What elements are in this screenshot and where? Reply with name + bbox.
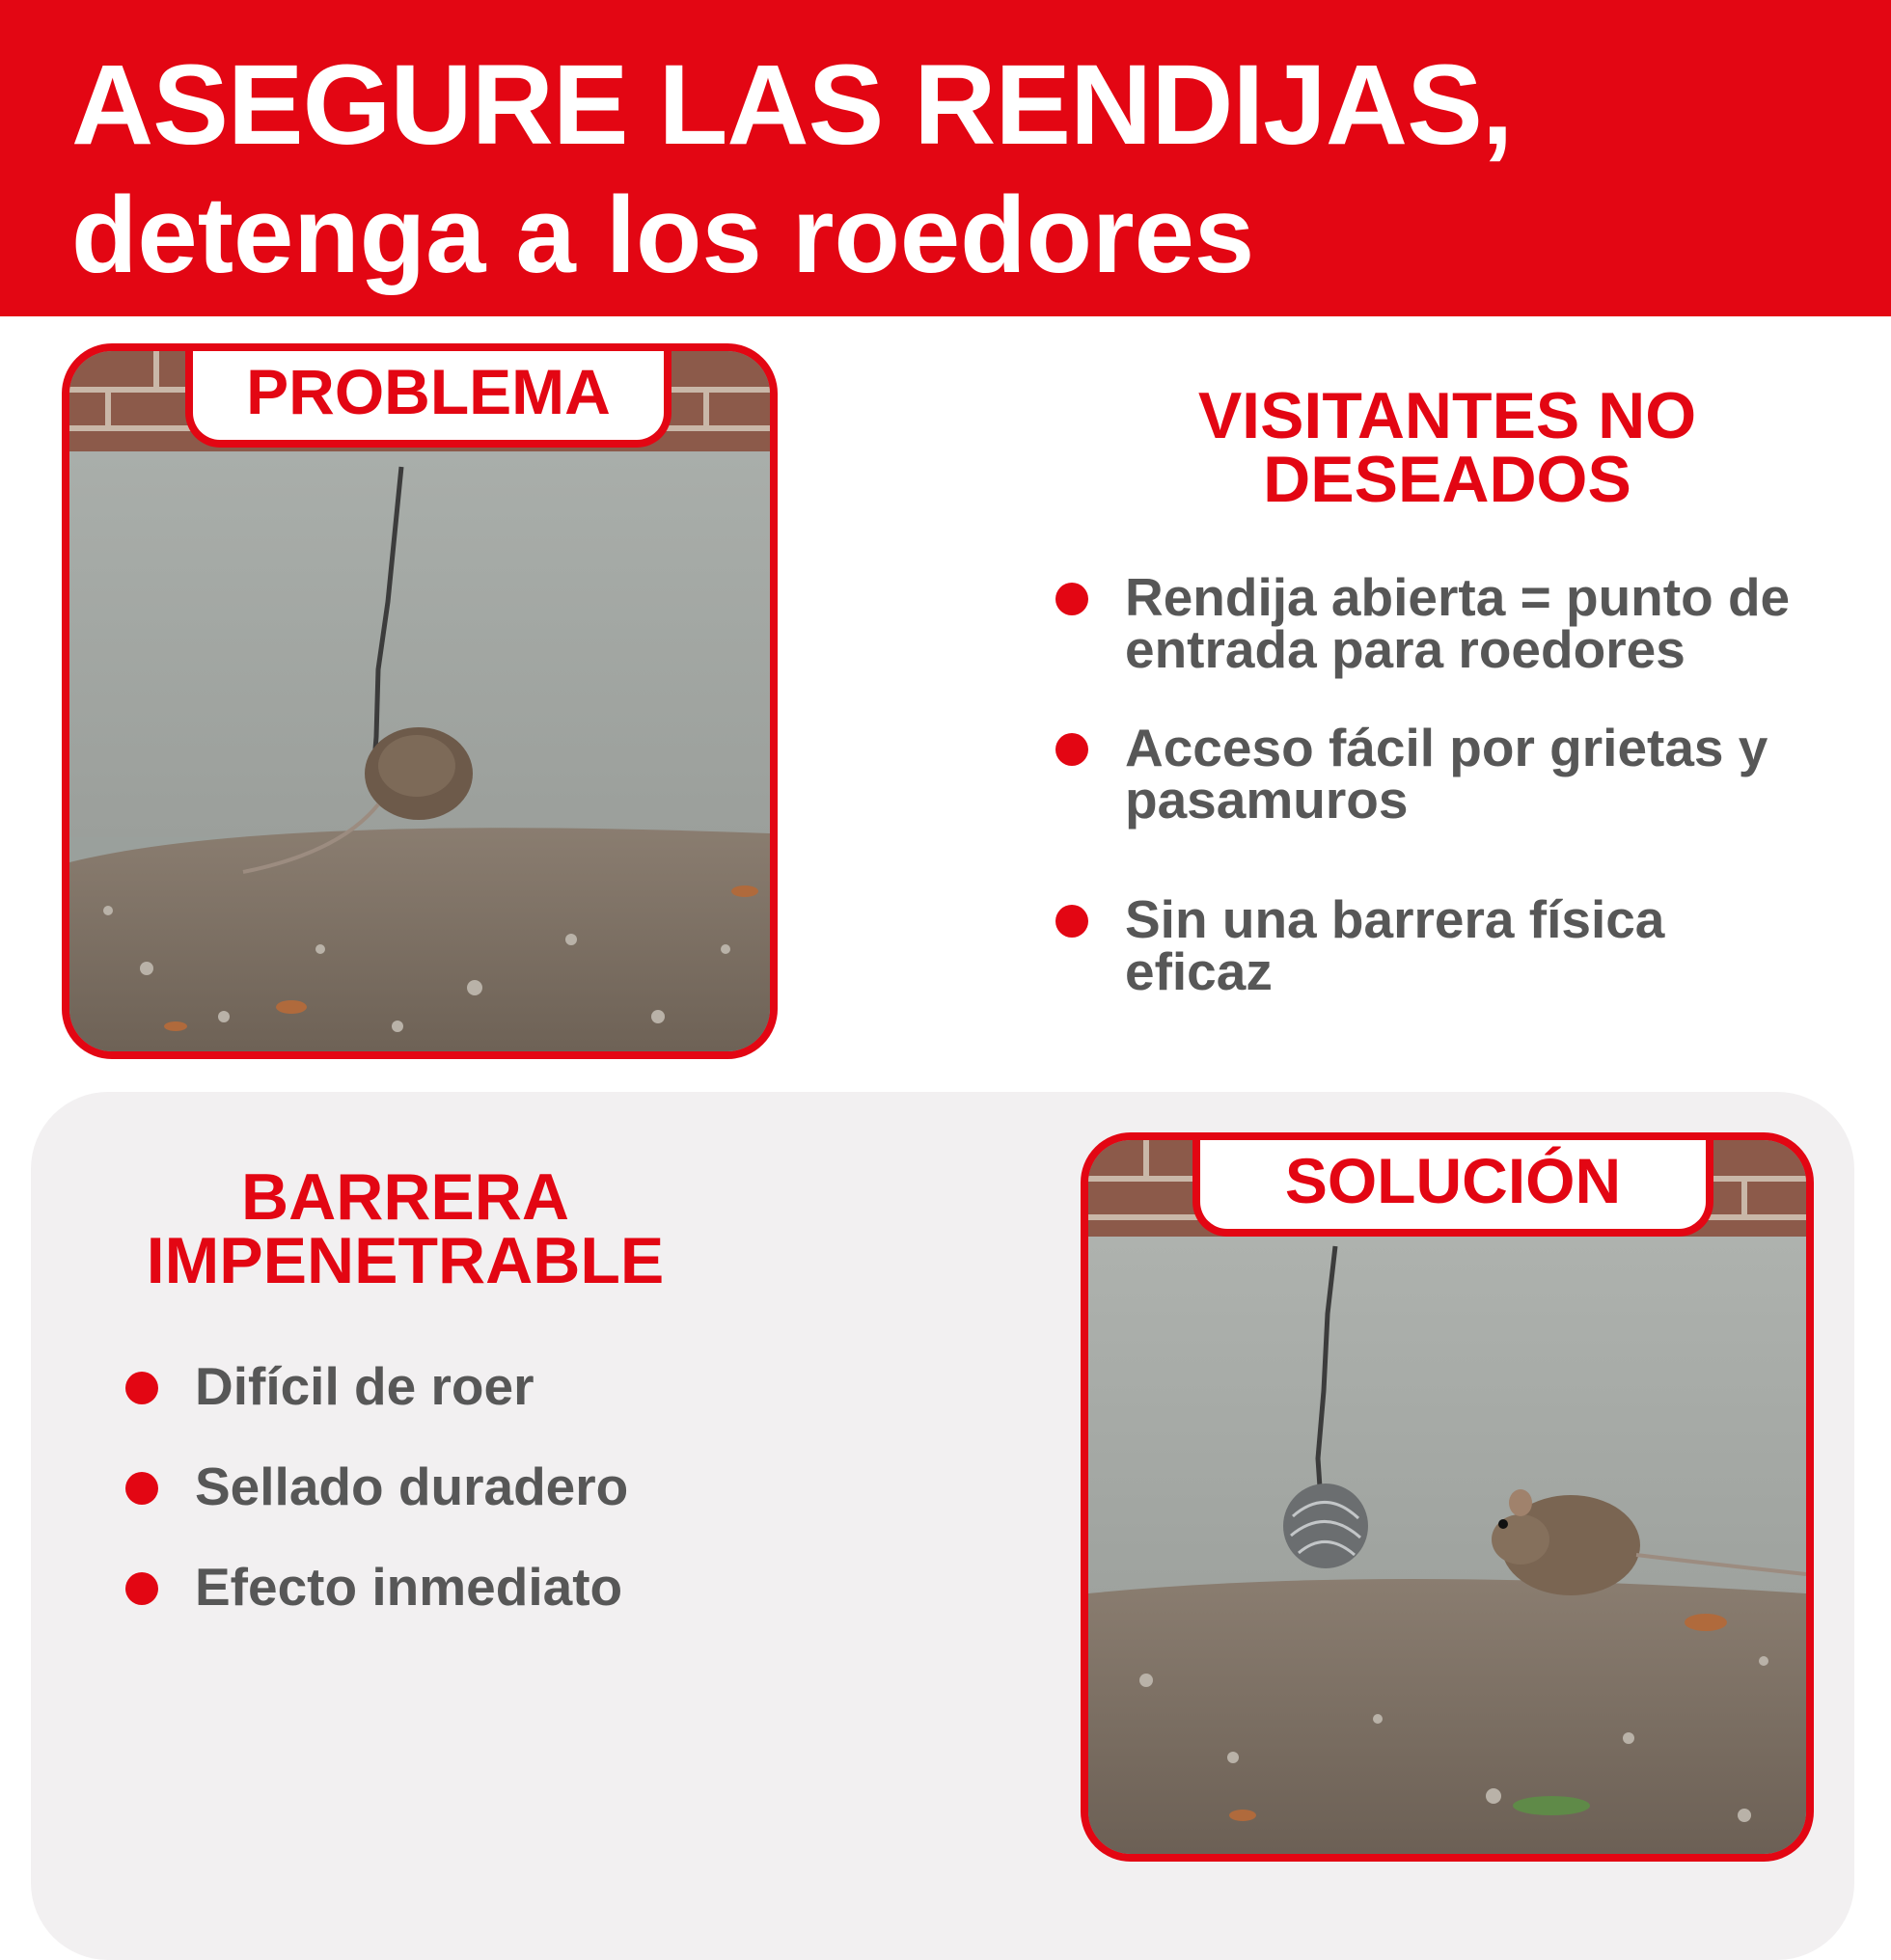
problem-heading xyxy=(1138,379,1756,516)
header-banner xyxy=(0,0,1891,316)
list-item: Acceso fácil por grietas y pasamuros xyxy=(1055,721,1790,826)
problem-tag: PROBLEMA xyxy=(185,343,671,448)
problem-photo-card xyxy=(62,343,778,1059)
bullet-dot-icon xyxy=(125,1372,158,1404)
solution-heading-line-1: BARRERA xyxy=(241,1160,569,1234)
problem-heading-line-2: DESEADOS xyxy=(1263,443,1631,516)
headline: ASEGURE LAS RENDIJAS, xyxy=(71,41,1513,169)
list-item: Sin una barrera física eficaz xyxy=(1055,893,1790,997)
list-item: Rendija abierta = punto de entrada para roedores xyxy=(1055,571,1790,675)
sealed-crack-mouse-photo xyxy=(1088,1140,1806,1854)
bullet-dot-icon xyxy=(125,1572,158,1605)
problem-bullet-list xyxy=(1055,567,1791,1044)
bullet-dot-icon xyxy=(1055,733,1088,766)
bullet-dot-icon xyxy=(125,1472,158,1505)
subheadline: detenga a los roedores xyxy=(71,175,1255,295)
solution-heading-line-2: IMPENETRABLE xyxy=(146,1224,665,1297)
list-item: Efecto inmediato xyxy=(125,1561,628,1613)
solution-photo-card xyxy=(1081,1132,1814,1862)
list-item: Sellado duradero xyxy=(125,1460,628,1512)
bullet-dot-icon xyxy=(1055,905,1088,938)
mouse-at-crack-photo xyxy=(69,351,770,1051)
solution-tag: SOLUCIÓN xyxy=(1192,1132,1713,1237)
list-item: Difícil de roer xyxy=(125,1360,628,1412)
bullet-dot-icon xyxy=(1055,583,1088,615)
problem-heading-line-1: VISITANTES NO xyxy=(1197,379,1697,452)
solution-heading xyxy=(106,1160,704,1297)
solution-bullet-list xyxy=(125,1356,629,1661)
